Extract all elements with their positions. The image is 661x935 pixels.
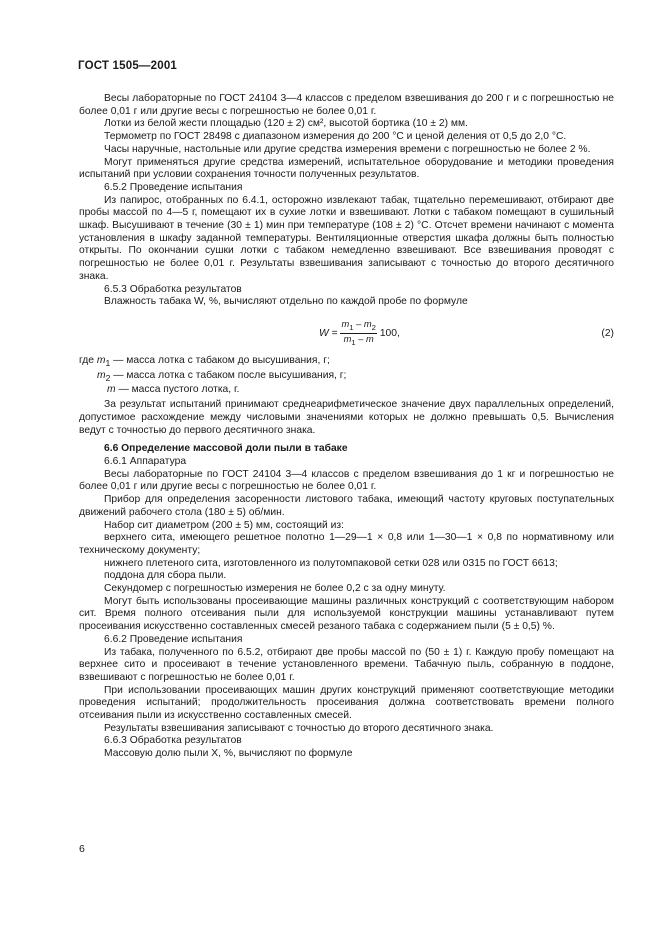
formula-2 bbox=[79, 309, 614, 355]
paragraph: Влажность табака W, %, вычисляют отдельно по каждой пробе по формуле bbox=[104, 296, 468, 308]
paragraph: Могут быть использованы просеивающие машины различных конструкций с соответствующим набором сит. Время полного отсеивания пыли для используемой конструкции машины устанавливают путем просеивания искусственно составленных смесей резаного табака с содержанием пыли (5 ± 0,5) %. bbox=[79, 595, 614, 633]
paragraph: Термометр по ГОСТ 28498 с диапазоном измерения до 200 °С и ценой деления от 0,5 до 2,0 °С. bbox=[104, 131, 567, 143]
section-heading-6-6-2: 6.6.2 Проведение испытания bbox=[104, 633, 243, 645]
formula-expression bbox=[319, 319, 400, 348]
paragraph: Прибор для определения засоренности листового табака, имеющий частоту круговых поступательных движений рабочего стола (180 ± 5) об/мин. bbox=[79, 494, 614, 518]
page-number: 6 bbox=[79, 843, 85, 855]
where-line: $m_2$ — масса лотка с табаком после высушивания, г; bbox=[97, 369, 347, 383]
section-heading-6-5-2: 6.5.2 Проведение испытания bbox=[104, 181, 243, 193]
formula-fraction bbox=[340, 319, 376, 348]
formula-equals: = bbox=[331, 328, 338, 340]
paragraph: Массовую долю пыли X, %, вычисляют по формуле bbox=[104, 748, 353, 760]
where-line: где $m_1$ — масса лотка с табаком до высушивания, г; bbox=[79, 354, 330, 368]
section-heading-6-5-3: 6.5.3 Обработка результатов bbox=[104, 283, 242, 295]
paragraph: Часы наручные, настольные или другие средства измерения времени с погрешностью не более 2 %. bbox=[104, 143, 591, 155]
formula-denominator: $m_1$ – m bbox=[343, 333, 374, 347]
paragraph: верхнего сита, имеющего решетное полотно 1—29—1 × 0,8 или 1—30—1 × 0,8 по нормативному или техническому документу; bbox=[79, 532, 614, 556]
formula-lhs: W bbox=[319, 328, 329, 340]
paragraph: Из табака, полученного по 6.5.2, отбирают две пробы массой по (50 ± 1) г. Каждую пробу помещают на верхнее сито и просеивают в течение установленного времени. Табачную пыль, собранную в поддоне, взвешивают с погрешностью не более 0,01 г. bbox=[79, 646, 614, 683]
paragraph: Секундомер с погрешностью измерения не более 0,2 с за одну минуту. bbox=[104, 583, 446, 595]
section-heading-6-6-3: 6.6.3 Обработка результатов bbox=[104, 735, 242, 747]
section-heading-6-6-1: 6.6.1 Аппаратура bbox=[104, 456, 187, 468]
section-heading-6-6: 6.6 Определение массовой доли пыли в табаке bbox=[104, 443, 348, 455]
paragraph: За результат испытаний принимают среднеарифметическое значение двух параллельных определений, допустимое расхождение между числовыми значениями которых не должно превышать 0,5. Вычисления ведут с точностью до первого десятичного знака. bbox=[79, 399, 614, 436]
formula-numerator: $m_1 - m_2$ bbox=[341, 318, 376, 332]
paragraph: Набор сит диаметром (200 ± 5) мм, состоящий из: bbox=[104, 519, 345, 531]
paragraph: поддона для сбора пыли. bbox=[104, 570, 227, 582]
paragraph: При использовании просеивающих машин других конструкций применяют соответствующие методики проведения испытаний; продолжительность просеивания должна соответствовать времени полного отсеивания пыли из искусственно составленных смесей. bbox=[79, 684, 614, 722]
paragraph: Весы лабораторные по ГОСТ 24104 3—4 классов с пределом взвешивания до 1 кг и погрешностью не более 0,01 г или другие весы с погрешностью не более 0,01 г. bbox=[79, 468, 614, 493]
document-body bbox=[79, 93, 614, 761]
paragraph: нижнего плетеного сита, изготовленного из полутомпаковой сетки 028 или 0315 по ГОСТ 6613; bbox=[104, 557, 558, 569]
paragraph: Из папирос, отобранных по 6.4.1, осторожно извлекают табак, тщательно перемешивают, отбирают две пробы массой по 4—5 г, помещают их в сухие лотки и взвешивают. Лотки с табаком помещают в сушильный шкаф. Высушивают в течение (30 ± 1) мин при температуре (108 ± 2) °С. Отсчет времени начинают с момента установления в шкафу заданной температуры. Вентиляционные отверстия шкафа должны быть полностью открыты. По окончании сушки лотки с табаком немедленно взвешивают. Все взвешивания проводят с погрешностью не более 0,01 г. Результаты взвешивания записывают с точностью до второго десятичного знака. bbox=[79, 194, 614, 282]
formula-tail: 100, bbox=[379, 328, 400, 340]
paragraph: Результаты взвешивания записывают с точностью до второго десятичного знака. bbox=[104, 722, 494, 734]
formula-number: (2) bbox=[601, 327, 614, 339]
paragraph: Могут применяться другие средства измерений, испытательное оборудование и методики проведения испытаний при условии сохранения точности полученных результатов. bbox=[79, 156, 614, 181]
standard-header: ГОСТ 1505—2001 bbox=[78, 60, 178, 72]
where-line: m — масса пустого лотка, г. bbox=[107, 384, 240, 396]
paragraph: Лотки из белой жести площадью (120 ± 2) см², высотой бортика (10 ± 2) мм. bbox=[104, 118, 468, 130]
paragraph: Весы лабораторные по ГОСТ 24104 3—4 классов с пределом взвешивания до 200 г и с погрешностью не более 0,01 г или другие весы с погрешностью не более 0,01 г. bbox=[79, 93, 614, 117]
